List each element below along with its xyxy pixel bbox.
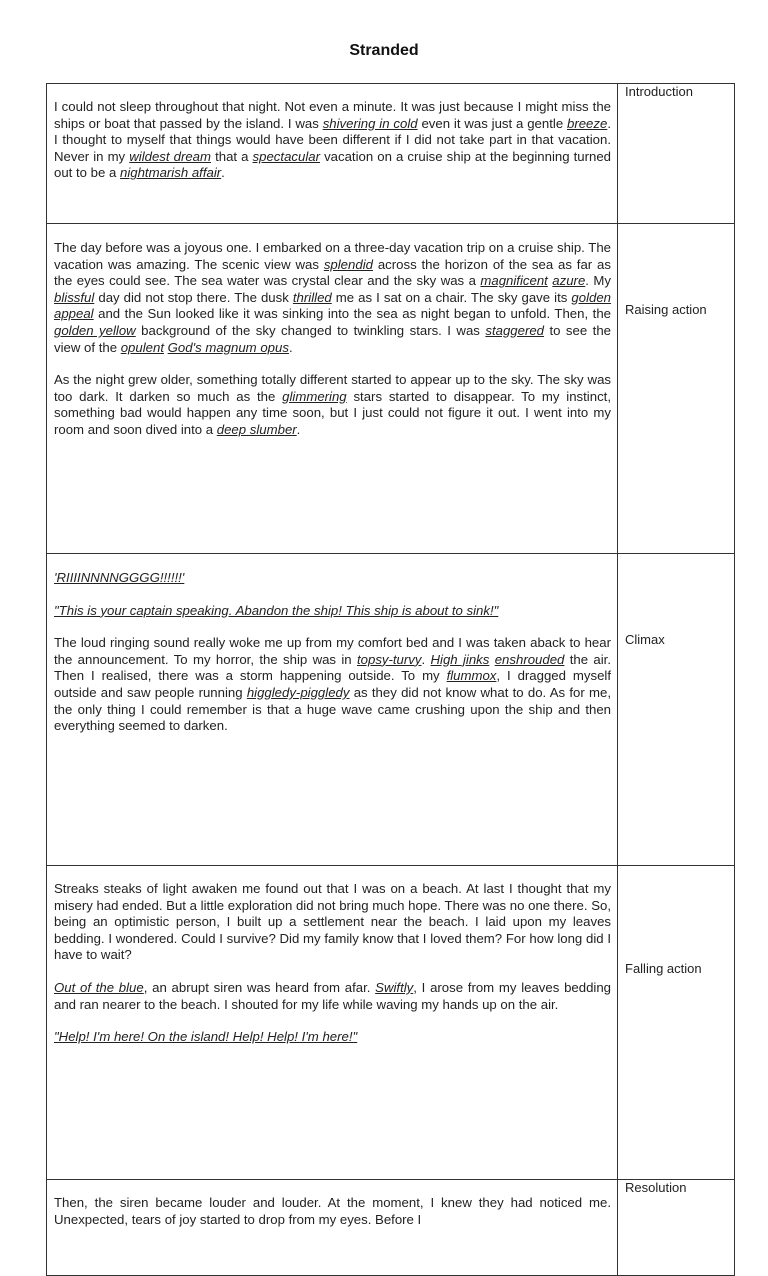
story-paragraph	[54, 570, 611, 587]
text-run: me as I sat on a chair. The sky gave its	[331, 289, 572, 305]
highlighted-phrase: wildest dream	[129, 148, 211, 164]
section-label: Raising action	[618, 224, 735, 554]
text-run: . I thought to myself that things would have been different if I did not take part in that vacation. Never in my	[54, 115, 611, 164]
text-run: background of the sky changed to twinkling stars. I was	[135, 322, 486, 338]
highlighted-phrase: 'RIIIINNNNGGGG!!!!!!'	[54, 570, 185, 585]
text-run: .	[288, 339, 293, 355]
text-run: vacation on a cruise ship at the beginning turned out to be a	[54, 148, 612, 181]
table-row	[47, 84, 735, 224]
highlighted-phrase: glimmering	[282, 388, 347, 404]
highlighted-phrase: golden appeal	[54, 289, 612, 322]
text-run: , I dragged myself outside and saw people running	[54, 668, 611, 700]
highlighted-phrase: opulent	[120, 339, 164, 355]
text-run: I could not sleep throughout that night. Not even a minute. It was just because I might miss the ships or boat that passed by the island. I was	[54, 99, 611, 131]
story-text-cell	[47, 866, 618, 1180]
story-paragraph	[54, 1195, 611, 1228]
text-run: , I arose from my leaves bedding and ran nearer to the beach. I shouted for my life while waving my hands up on the air.	[54, 979, 612, 1012]
highlighted-phrase: flummox	[446, 668, 497, 684]
text-run: stars started to disappear. To my instinct, something bad would happen any time soon, but I just could not figure it out. I went into my room and soon dived into a	[54, 388, 611, 437]
story-paragraph	[54, 603, 611, 620]
highlighted-phrase: "This is your captain speaking. Abandon the ship! This ship is about to sink!"	[54, 602, 499, 618]
text-run: across the horizon of the sea as far as the eyes could see. The sea water was crystal clear and the sky was a	[54, 256, 611, 289]
text-run: .	[421, 651, 431, 667]
table-row	[47, 554, 735, 866]
text-run: Streaks steaks of light awaken me found out that I was on a beach. At last I thought that my misery had ended. But a little exploration did not bring much hope. There was no one there. So, being an optimistic person, I built up a settlement near the beach. I laid upon my leaves bedding. I wondered. Could I survive? Did my family know that I loved them? For how long did I have to wait?	[54, 881, 611, 963]
text-run: , an abrupt siren was heard from afar.	[143, 979, 376, 995]
story-paragraph	[54, 980, 611, 1013]
text-run: as they did not know what to do. As for me, the only thing I could remember is that a huge wave came crushing upon the ship and then everything seemed to darken.	[54, 684, 611, 734]
highlighted-phrase: deep slumber	[216, 421, 297, 437]
highlighted-phrase: God's magnum opus	[167, 339, 289, 355]
story-table	[46, 83, 735, 1276]
highlighted-phrase: enshrouded	[494, 651, 565, 667]
text-run: that a	[211, 148, 253, 164]
highlighted-phrase: golden yellow	[54, 322, 136, 338]
highlighted-phrase: topsy-turvy	[356, 651, 422, 667]
text-run: .	[221, 165, 225, 181]
highlighted-phrase: higgledy-piggledy	[246, 684, 350, 700]
story-text-cell	[47, 1180, 618, 1276]
section-label: Resolution	[618, 1180, 735, 1276]
story-text-cell	[47, 84, 618, 224]
story-text-cell	[47, 554, 618, 866]
highlighted-phrase: nightmarish affair	[120, 165, 222, 181]
story-paragraph	[54, 240, 611, 356]
section-label: Introduction	[618, 84, 735, 224]
text-run: to see the view of the	[54, 322, 611, 355]
text-run: The loud ringing sound really woke me up from my comfort bed and I was taken aback to hear the announcement. To my horror, the ship was in	[54, 635, 611, 667]
section-label: Climax	[618, 554, 735, 866]
story-paragraph	[54, 881, 611, 964]
story-paragraph	[54, 372, 611, 438]
highlighted-phrase: thrilled	[292, 289, 332, 305]
section-label: Falling action	[618, 866, 735, 1180]
highlighted-phrase: spectacular	[252, 148, 320, 164]
text-run: .	[296, 421, 301, 437]
highlighted-phrase: "Help! I'm here! On the island! Help! Help! I'm here!"	[54, 1029, 358, 1045]
highlighted-phrase: Swiftly	[375, 979, 414, 995]
text-run: day did not stop there. The dusk	[94, 289, 293, 305]
highlighted-phrase: breeze	[567, 115, 608, 131]
table-row	[47, 224, 735, 554]
story-paragraph	[54, 635, 611, 735]
text-run: The day before was a joyous one. I embarked on a three-day vacation trip on a cruise ship. The vacation was amazing. The scenic view was	[54, 240, 611, 272]
text-run: the air. Then I realised, there was a storm happening outside. To my	[54, 651, 612, 684]
text-run: As the night grew older, something totally different started to appear up to the sky. The sky was too dark. It darken so much as the	[54, 372, 611, 404]
story-paragraph	[54, 99, 611, 182]
highlighted-phrase: splendid	[323, 256, 373, 272]
text-run: even it was just a gentle	[417, 115, 567, 131]
text-run: and the Sun looked like it was sinking into the sea as night began to unfold. Then, the	[93, 306, 611, 322]
page-title: Stranded	[349, 42, 419, 59]
highlighted-phrase: azure	[552, 273, 586, 289]
highlighted-phrase: magnificent	[480, 273, 548, 289]
truncated-text-area	[54, 1195, 611, 1231]
highlighted-phrase: High jinks	[430, 651, 490, 667]
text-run: . My	[585, 273, 611, 289]
story-paragraph	[54, 1029, 611, 1046]
table-row	[47, 1180, 735, 1276]
highlighted-phrase: shivering in cold	[322, 115, 418, 131]
story-text-cell	[47, 224, 618, 554]
highlighted-phrase: staggered	[485, 322, 545, 338]
highlighted-phrase: Out of the blue	[54, 979, 144, 995]
highlighted-phrase: blissful	[54, 289, 95, 305]
text-run: Then, the siren became louder and louder. At the moment, I knew they had noticed me. Unexpected, tears of joy started to drop from my eyes. Before I	[54, 1195, 611, 1227]
table-row	[47, 866, 735, 1180]
